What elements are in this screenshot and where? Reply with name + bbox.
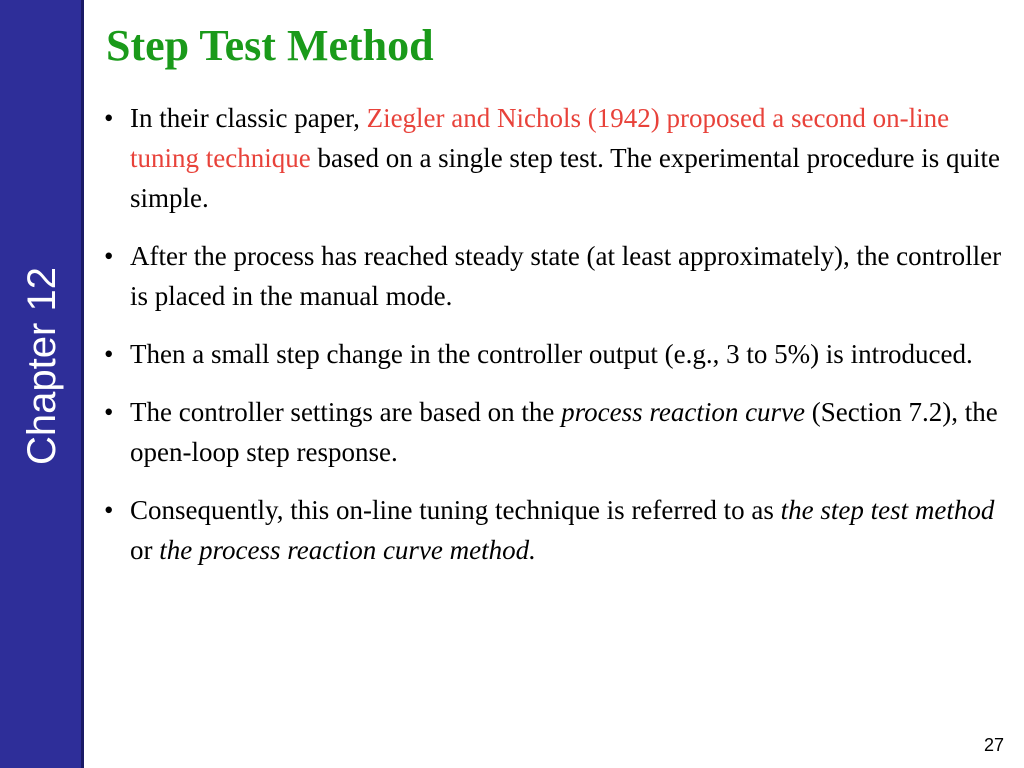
bullet-1-text-start: In their classic paper,	[130, 103, 367, 133]
chapter-label: Chapter 12	[20, 267, 64, 465]
bullet-icon: •	[104, 397, 114, 427]
chapter-sidebar	[0, 0, 84, 768]
page-number: 27	[983, 735, 1004, 755]
slide-title: Step Test Method	[106, 21, 434, 70]
bullet-1-text-end: based on a single step test. The experimental procedure is quite simple.	[130, 143, 1001, 213]
bullet-4-text-start: The controller settings are based on the	[130, 397, 562, 427]
bullet-5-italic-term-2: the process reaction curve method.	[159, 535, 536, 565]
bullet-item-5	[104, 490, 1004, 570]
bullet-item-4	[104, 392, 1004, 472]
bullet-icon: •	[104, 103, 114, 133]
bullet-item-2	[104, 236, 1004, 316]
bullet-1-highlight: Ziegler and Nichols (1942) proposed a second on-line tuning technique	[130, 103, 950, 173]
bullet-icon: •	[104, 241, 114, 271]
bullet-2-text: After the process has reached steady state (at least approximately), the controller is placed in the manual mode.	[130, 241, 1002, 311]
bullet-list	[104, 98, 1004, 588]
bullet-icon: •	[104, 339, 114, 369]
bullet-4-italic-term: process reaction curve	[561, 397, 806, 427]
bullet-5-text-start: Consequently, this on-line tuning technique is referred to as	[130, 495, 781, 525]
bullet-item-1	[104, 98, 1004, 218]
bullet-icon: •	[104, 495, 114, 525]
bullet-4-text-end: (Section 7.2), the open-loop step response.	[130, 397, 998, 467]
bullet-3-text: Then a small step change in the controller output (e.g., 3 to 5%) is introduced.	[130, 339, 973, 369]
bullet-5-text-middle: or	[130, 535, 160, 565]
bullet-5-italic-term-1: the step test method	[780, 495, 995, 525]
bullet-item-3	[104, 334, 1004, 374]
